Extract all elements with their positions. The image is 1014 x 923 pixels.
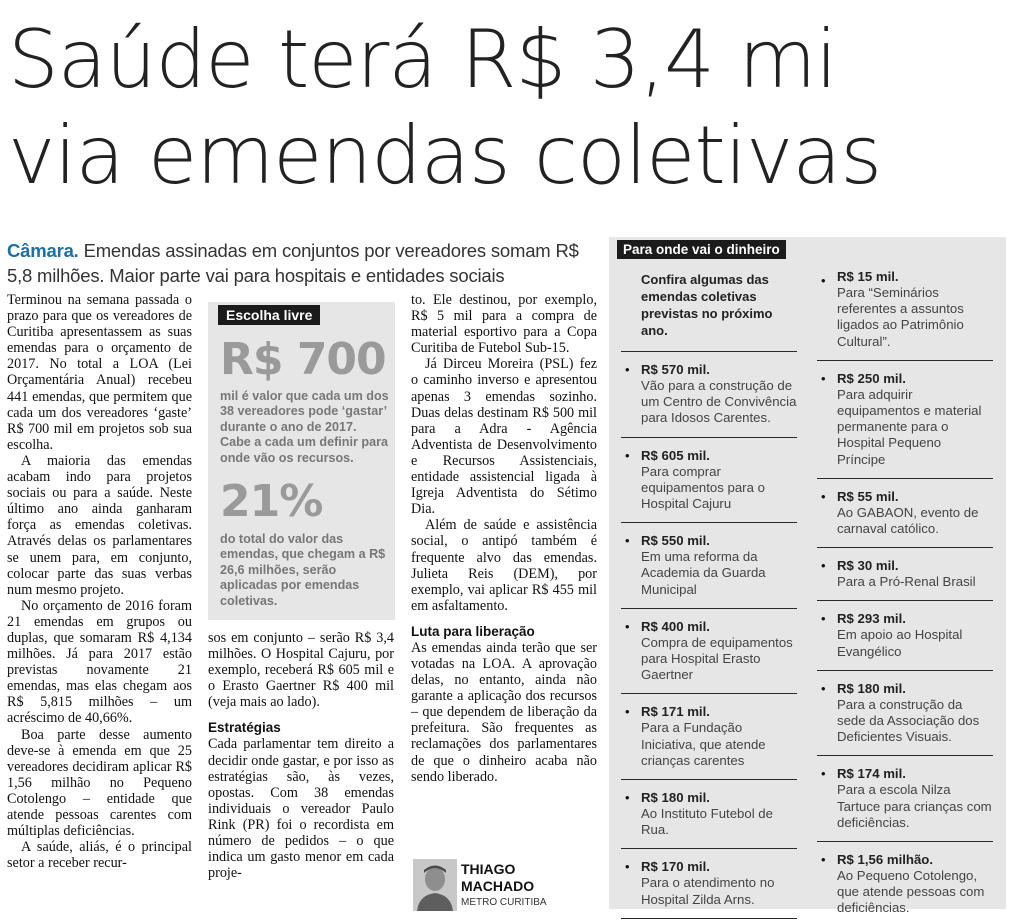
highlight-box (208, 302, 395, 620)
bullet-icon: • (821, 680, 826, 696)
amendment-amount: R$ 174 mil. (837, 766, 906, 782)
amendment-description: Em apoio ao Hospital Evangélico (837, 627, 963, 659)
bullet-icon: • (821, 370, 826, 386)
amendment-item (621, 849, 797, 918)
sidebar-column-right (817, 263, 993, 923)
author-photo (413, 859, 457, 911)
amendment-item (817, 361, 993, 479)
bullet-icon: • (821, 611, 826, 627)
amendment-item (621, 694, 797, 780)
amendment-description: Ao Instituto Futebol de Rua. (641, 806, 773, 838)
amendment-description: Compra de equipamentos para Hospital Erasto Gaertner (641, 634, 793, 683)
amendment-description: Em uma reforma da Academia da Guarda Municipal (641, 549, 766, 597)
amendment-item (621, 352, 797, 438)
amendment-description: Ao GABAON, evento de carnaval católico. (837, 504, 979, 537)
amendment-amount: R$ 400 mil. (641, 618, 710, 634)
article-column-2 (208, 630, 394, 881)
article-paragraph: to. Ele destinou, por exemplo, R$ 5 mil para a compra de material esportivo para a Copa Curitiba de Futebol Sub-15. (411, 292, 597, 357)
amendment-description: Para a Pró-Renal Brasil (837, 574, 976, 590)
article-paragraph: Boa parte desse aumento deve-se à emenda em que 25 vereadores decidiram aplicar R$ 1,56 milhão no Pequeno Cotolengo – entidade que atende pessoas carentes com múltiplas deficiências. (7, 726, 192, 840)
amendment-description: Para a construção da sede da Associação dos Deficientes Visuais. (837, 696, 980, 745)
highlight-description-1: mil é valor que cada um dos 38 vereadores pode ‘gastar’ durante o ano de 2017. Cabe a cada um definir para onde vão os recursos. (220, 389, 389, 465)
bullet-icon: • (821, 558, 826, 574)
article-column-1 (7, 292, 192, 871)
amendment-description: Para a escola Nilza Tartuce para crianças com deficiências. (837, 782, 992, 830)
deck-text: Emendas assinadas em conjuntos por vereadores somam R$ 5,8 milhões. Maior parte vai para hospitais e entidades sociais (7, 240, 579, 286)
article-paragraph: Cada parlamentar tem direito a decidir onde gastar, e por isso as estratégias são, às vezes, opostas. Com 38 emendas individuais o vereador Paulo Rink (PR) foi o recordista em número de pedidos – o que indica um gasto menor em cada proje- (208, 736, 394, 882)
amendment-amount: R$ 293 mil. (837, 611, 906, 627)
article-paragraph: No orçamento de 2016 foram 21 emendas em grupos ou duplas, que somaram R$ 4,134 milhões. Já para 2017 estão previstas novamente 21 emendas, mas elas chegam aos R$ 5,815 milhões – um acréscimo de 40,66%. (7, 597, 192, 727)
amendment-amount: R$ 180 mil. (641, 790, 710, 806)
amendment-description: Para “Seminários referentes a assuntos ligados ao Patrimônio Cultural”. (837, 285, 964, 349)
amendment-item (817, 548, 993, 601)
amendment-item (621, 609, 797, 695)
highlight-figure-1: R$ 700 (220, 334, 386, 385)
amendment-amount: R$ 180 mil. (837, 680, 906, 696)
amendment-amount: R$ 1,56 milhão. (837, 852, 934, 868)
amendment-amount: R$ 570 mil. (641, 362, 710, 377)
amendment-amount: R$ 170 mil. (641, 859, 710, 875)
highlight-description-2: do total do valor das emendas, que chegam a R$ 26,6 milhões, serão aplicadas por emendas coletivas. (220, 532, 386, 608)
amendment-description: Para comprar equipamentos para o Hospital Cajuru (641, 463, 765, 512)
amendment-item (621, 523, 797, 609)
byline (411, 857, 597, 917)
headline-line-2: via emendas coletivas (8, 109, 882, 202)
bullet-icon: • (625, 618, 630, 634)
bullet-icon: • (625, 704, 630, 720)
amendment-description: Para o atendimento no Hospital Zilda Arns. (641, 875, 775, 907)
article-paragraph: Terminou na semana passada o prazo para que os vereadores de Curitiba apresentassem as suas emendas para o orçamento de 2017. No total a LOA (Lei Orçamentária Anual) recebeu 441 emendas, que permitem que cada um dos vereadores ‘gaste’ R$ 700 mil em projetos sob sua escolha. (7, 292, 192, 453)
amendment-amount: R$ 30 mil. (837, 558, 899, 574)
sidebar-money (609, 237, 1006, 916)
amendment-description: Ao Pequeno Cotolengo, que atende pessoas com deficiências. (837, 868, 985, 916)
amendment-item (817, 479, 993, 548)
article-paragraph: Além de saúde e assistência social, o antipó também é frequente alvo das emendas. Julieta Reis (DEM), por exemplo, vai aplicar R$ 455 mil em asfaltamento. (411, 517, 597, 614)
subhead-strategies: Estratégias (208, 720, 281, 736)
amendment-description: Para adquirir equipamentos e material permanente para o Hospital Pequeno Príncipe (837, 386, 982, 467)
amendment-item (817, 601, 993, 670)
amendment-item (817, 756, 993, 842)
deck-kicker: Câmara. (7, 240, 79, 261)
sidebar-intro: Confira algumas das emendas coletivas previstas no próximo ano. (621, 263, 797, 352)
bullet-icon: • (821, 488, 826, 504)
article-paragraph: Já Dirceu Moreira (PSL) fez o caminho inverso e apresentou apenas 3 emendas sozinho. Duas delas destinam R$ 500 mil para a Adra - Agência Adventista de Desenvolvimento e Recursos Assistenciais, entidade assistencial ligada à Igreja Adventista do Sétimo Dia. (411, 356, 597, 518)
amendment-description: Vão para a construção de um Centro de Convivência para Idosos Carentes. (641, 378, 797, 426)
deck (7, 238, 607, 288)
amendment-item (621, 438, 797, 524)
headline-line-1: Saúde terá R$ 3,4 mi (8, 13, 837, 106)
bullet-icon: • (625, 362, 630, 377)
article-column-3 (411, 292, 597, 785)
amendment-amount: R$ 550 mil. (641, 533, 710, 549)
bullet-icon: • (625, 533, 630, 549)
bullet-icon: • (625, 859, 630, 875)
sidebar-column-left (621, 263, 797, 919)
amendment-item (817, 671, 993, 757)
bullet-icon: • (821, 273, 826, 288)
subhead-release: Luta para liberação (411, 623, 535, 639)
amendment-amount: R$ 15 mil. (837, 269, 899, 284)
amendment-item (817, 842, 993, 923)
amendment-amount: R$ 171 mil. (641, 704, 710, 720)
article-paragraph: A maioria das emendas acabam indo para projetos sociais ou para a saúde. Neste último ano ainda ganharam força as emendas coletivas. Através delas os parlamentares se unem para, em conjunto, colocar parte das suas verbas num mesmo projeto. (7, 452, 192, 598)
sidebar-tag: Para onde vai o dinheiro (617, 240, 786, 259)
article-paragraph: sos em conjunto – serão R$ 3,4 milhões. O Hospital Cajuru, por exemplo, receberá R$ 605 mil e o Erasto Gaertner R$ 400 mil (veja mais ao lado). (208, 630, 394, 711)
highlight-figure-2: 21% (220, 476, 323, 527)
bullet-icon: • (821, 766, 826, 782)
headline (8, 12, 1008, 204)
author-outlet: METRO CURITIBA (461, 897, 547, 908)
bullet-icon: • (821, 852, 826, 868)
bullet-icon: • (625, 447, 630, 463)
highlight-box-tag: Escolha livre (218, 305, 320, 325)
amendment-amount: R$ 605 mil. (641, 447, 710, 463)
article-paragraph: A saúde, aliás, é o principal setor a receber recur- (7, 839, 192, 872)
amendment-amount: R$ 55 mil. (837, 488, 899, 504)
article-paragraph: As emendas ainda terão que ser votadas na LOA. A aprovação delas, no entanto, ainda não garante a aplicação dos recursos – que dependem de liberação da prefeitura. São frequentes as reclamações dos parlamentares de que o dinheiro acaba não sendo liberado. (411, 639, 597, 785)
amendment-description: Para a Fundação Iniciativa, que atende crianças carentes (641, 720, 766, 768)
author-name: THIAGO MACHADO (461, 861, 535, 894)
amendment-amount: R$ 250 mil. (837, 370, 906, 386)
amendment-item (621, 780, 797, 849)
bullet-icon: • (625, 790, 630, 806)
amendment-item (817, 263, 993, 361)
